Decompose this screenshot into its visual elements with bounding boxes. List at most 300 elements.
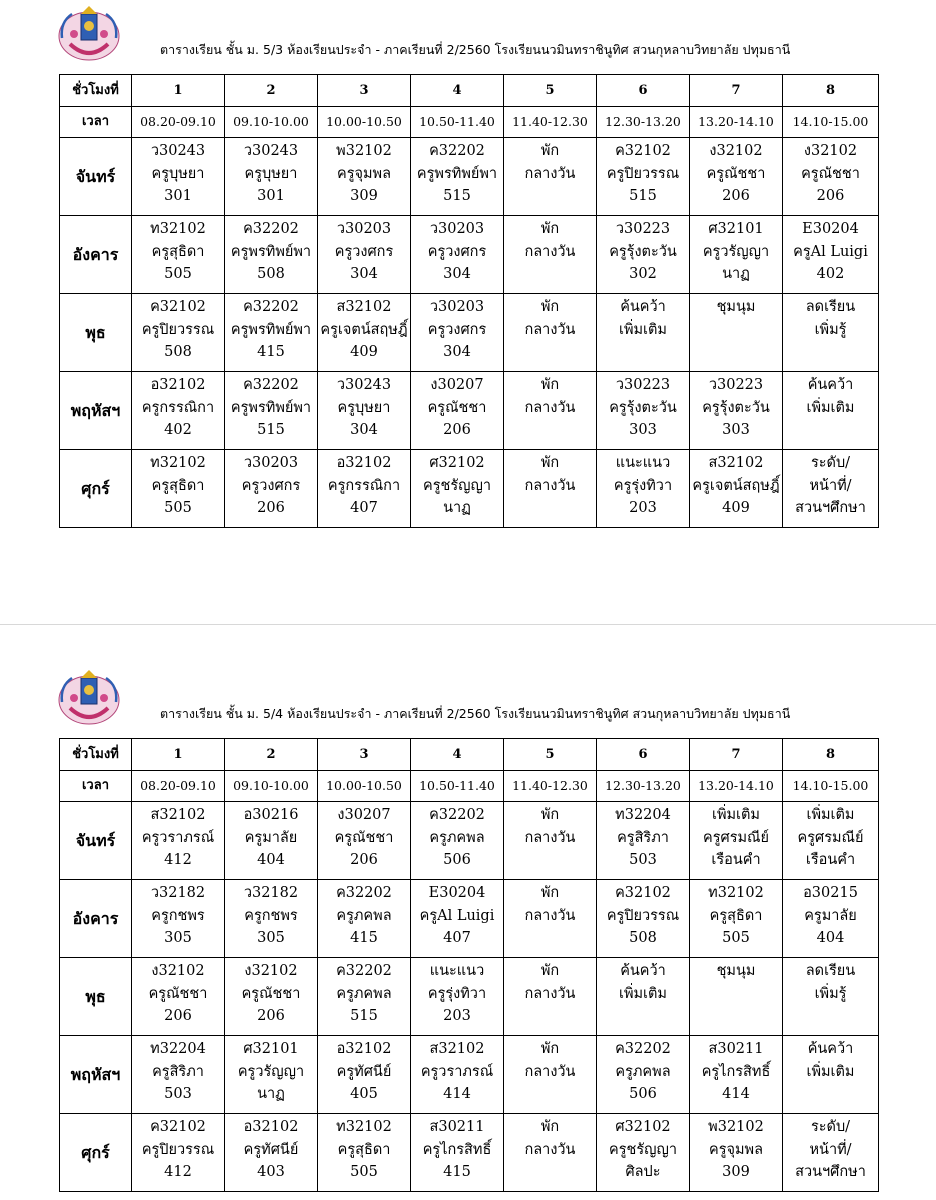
- cell-line: 508: [629, 930, 657, 946]
- cell-line: 505: [164, 266, 192, 282]
- time-label: เวลา: [60, 107, 132, 138]
- time-slot: 12.30-13.20: [597, 771, 690, 802]
- cell-line: กลางวัน: [524, 907, 576, 924]
- cell-line: ครูภคพล: [336, 907, 392, 924]
- cell-line: ค้นคว้า: [807, 377, 854, 393]
- cell-line: ครูสุธิดา: [151, 477, 205, 494]
- cell-line: ท32102: [708, 885, 764, 901]
- class-cell: [504, 958, 597, 1036]
- class-cell: [411, 880, 504, 958]
- cell-line: 508: [257, 266, 285, 282]
- cell-line: ส30211: [429, 1119, 485, 1135]
- cell-line: ว30223: [615, 377, 671, 393]
- cell-line: ศ32101: [243, 1041, 299, 1057]
- class-cell: [690, 958, 783, 1036]
- cell-line: ครูบุษยา: [151, 165, 205, 182]
- cell-line: 515: [629, 188, 657, 204]
- cell-line: ค32202: [243, 221, 299, 237]
- class-cell: [318, 216, 411, 294]
- cell-line: 415: [443, 1164, 471, 1180]
- class-cell: [225, 1114, 318, 1192]
- time-slot: 10.00-10.50: [318, 107, 411, 138]
- class-cell: [132, 1036, 225, 1114]
- cell-line: ครูวงศกร: [241, 477, 301, 494]
- cell-line: 303: [722, 422, 750, 438]
- cell-line: ชุมนุม: [716, 963, 756, 979]
- cell-line: ว32182: [243, 885, 299, 901]
- day-row: [60, 1036, 879, 1114]
- class-cell: [504, 450, 597, 528]
- cell-line: ครูกรรณิกา: [327, 477, 401, 494]
- cell-line: 304: [443, 266, 471, 282]
- time-slot: 08.20-09.10: [132, 107, 225, 138]
- day-name: ศุกร์: [60, 1114, 132, 1192]
- class-cell: [597, 1114, 690, 1192]
- cell-line: ท32102: [150, 455, 206, 471]
- class-cell: [597, 372, 690, 450]
- cell-line: กลางวัน: [524, 165, 576, 182]
- class-cell: [690, 1036, 783, 1114]
- period-number: 1: [132, 75, 225, 107]
- cell-line: 409: [350, 344, 378, 360]
- cell-line: นาฏ: [722, 266, 750, 282]
- cell-line: กลางวัน: [524, 829, 576, 846]
- time-slot: 09.10-10.00: [225, 771, 318, 802]
- cell-line: ชุมนุม: [716, 299, 756, 315]
- cell-line: ค32202: [615, 1041, 671, 1057]
- class-cell: [597, 880, 690, 958]
- period-label: ชั่วโมงที่: [60, 739, 132, 771]
- period-number: 4: [411, 739, 504, 771]
- cell-line: เพิ่มรู้: [814, 321, 847, 338]
- cell-line: ท32204: [150, 1041, 206, 1057]
- class-cell: [690, 880, 783, 958]
- cell-line: ค32102: [615, 885, 671, 901]
- class-cell: [597, 802, 690, 880]
- cell-line: พ32102: [336, 143, 392, 159]
- cell-line: พัก: [540, 963, 560, 979]
- cell-line: เพิ่มเติม: [806, 1063, 855, 1080]
- cell-line: ครูณัชชา: [706, 165, 766, 182]
- day-row: [60, 372, 879, 450]
- cell-line: ครูAl Luigi: [419, 907, 495, 924]
- cell-line: ครูวราภรณ์: [141, 829, 215, 846]
- cell-line: 503: [164, 1086, 192, 1102]
- cell-line: 309: [722, 1164, 750, 1180]
- cell-line: ค32202: [429, 807, 485, 823]
- class-cell: [597, 216, 690, 294]
- cell-line: 305: [257, 930, 285, 946]
- period-number: 6: [597, 739, 690, 771]
- school-logo: [56, 4, 122, 64]
- cell-line: พัก: [540, 807, 560, 823]
- cell-line: ครูปิยวรรณ: [606, 907, 680, 924]
- cell-line: ครูภคพล: [615, 1063, 671, 1080]
- period-row: [60, 739, 879, 771]
- cell-line: ครูบุษยา: [337, 399, 391, 416]
- cell-line: 301: [257, 188, 285, 204]
- period-number: 5: [504, 75, 597, 107]
- cell-line: 415: [257, 344, 285, 360]
- class-cell: [597, 1036, 690, 1114]
- cell-line: อ32102: [150, 377, 206, 393]
- time-slot: 12.30-13.20: [597, 107, 690, 138]
- cell-line: นาฏ: [443, 500, 471, 516]
- cell-line: 414: [443, 1086, 471, 1102]
- cell-line: นาฏ: [257, 1086, 285, 1102]
- class-cell: [597, 138, 690, 216]
- cell-line: ครูรุ่งทิวา: [613, 477, 673, 494]
- cell-line: ครูสุธิดา: [151, 243, 205, 260]
- cell-line: ค32202: [336, 885, 392, 901]
- cell-line: ว30243: [336, 377, 392, 393]
- day-row: [60, 958, 879, 1036]
- class-cell: [411, 802, 504, 880]
- class-cell: [225, 450, 318, 528]
- cell-line: แนะแนว: [615, 455, 671, 471]
- day-name: อังคาร: [60, 216, 132, 294]
- cell-line: 409: [722, 500, 750, 516]
- class-cell: [318, 880, 411, 958]
- cell-line: 506: [629, 1086, 657, 1102]
- cell-line: 412: [164, 852, 192, 868]
- cell-line: ว32182: [150, 885, 206, 901]
- cell-line: 206: [164, 1008, 192, 1024]
- class-cell: [411, 294, 504, 372]
- cell-line: ครูณัชชา: [148, 985, 208, 1002]
- cell-line: ว30243: [243, 143, 299, 159]
- class-cell: [690, 216, 783, 294]
- cell-line: 404: [257, 852, 285, 868]
- period-number: 6: [597, 75, 690, 107]
- time-slot: 11.40-12.30: [504, 107, 597, 138]
- period-number: 7: [690, 75, 783, 107]
- cell-line: 403: [257, 1164, 285, 1180]
- class-cell: [504, 216, 597, 294]
- class-cell: [597, 450, 690, 528]
- cell-line: 515: [443, 188, 471, 204]
- time-slot: 14.10-15.00: [783, 107, 879, 138]
- cell-line: ครูสุธิดา: [337, 1141, 391, 1158]
- cell-line: ครูชรัญญา: [423, 477, 491, 494]
- cell-line: ครูรุ้งตะวัน: [702, 399, 770, 416]
- cell-line: สวนฯศึกษา: [795, 500, 866, 516]
- class-cell: [318, 450, 411, 528]
- cell-line: ครูศรมณีย์: [703, 829, 769, 846]
- cell-line: ครูรุ่งทิวา: [427, 985, 487, 1002]
- cell-line: 203: [629, 500, 657, 516]
- cell-line: อ32102: [243, 1119, 299, 1135]
- class-cell: [690, 294, 783, 372]
- cell-line: ครูสุธิดา: [709, 907, 763, 924]
- period-number: 7: [690, 739, 783, 771]
- cell-line: ระดับ/: [810, 455, 851, 471]
- class-cell: [783, 216, 879, 294]
- cell-line: 302: [629, 266, 657, 282]
- period-number: 3: [318, 75, 411, 107]
- cell-line: ศิลปะ: [625, 1164, 661, 1180]
- cell-line: ครูAl Luigi: [793, 243, 868, 260]
- cell-line: 206: [443, 422, 471, 438]
- period-number: 3: [318, 739, 411, 771]
- cell-line: ครูพรทิพย์พา: [230, 243, 312, 260]
- class-cell: [132, 216, 225, 294]
- class-cell: [783, 138, 879, 216]
- day-row: [60, 450, 879, 528]
- cell-line: เพิ่มเติม: [618, 321, 667, 338]
- cell-line: เพิ่มรู้: [814, 985, 847, 1002]
- day-row: [60, 802, 879, 880]
- period-number: 2: [225, 739, 318, 771]
- cell-line: ครูกรรณิกา: [141, 399, 215, 416]
- cell-line: 404: [816, 930, 845, 946]
- class-cell: [318, 372, 411, 450]
- cell-line: ลดเรียน: [805, 299, 856, 315]
- cell-line: ครูเจตน์สฤษฎิ์: [692, 477, 780, 494]
- cell-line: ระดับ/: [810, 1119, 851, 1135]
- class-cell: [504, 372, 597, 450]
- cell-line: 206: [257, 1008, 285, 1024]
- cell-line: เพิ่มเติม: [806, 807, 855, 823]
- class-cell: [690, 138, 783, 216]
- class-cell: [132, 450, 225, 528]
- cell-line: ค32202: [243, 377, 299, 393]
- class-cell: [504, 294, 597, 372]
- class-cell: [783, 802, 879, 880]
- class-cell: [318, 138, 411, 216]
- cell-line: สวนฯศึกษา: [795, 1164, 866, 1180]
- cell-line: 407: [350, 500, 378, 516]
- cell-line: 515: [257, 422, 285, 438]
- cell-line: ครูรุ้งตะวัน: [609, 243, 677, 260]
- day-name: พุธ: [60, 958, 132, 1036]
- cell-line: 407: [443, 930, 471, 946]
- cell-line: ครูจุมพล: [337, 165, 391, 182]
- time-slot: 10.00-10.50: [318, 771, 411, 802]
- cell-line: อ30216: [243, 807, 299, 823]
- timetable: [59, 738, 879, 1192]
- cell-line: ครูพรทิพย์พา: [230, 321, 312, 338]
- class-cell: [690, 372, 783, 450]
- cell-line: ง32102: [709, 143, 763, 159]
- class-cell: [597, 958, 690, 1036]
- day-row: [60, 1114, 879, 1192]
- class-cell: [225, 802, 318, 880]
- time-label: เวลา: [60, 771, 132, 802]
- class-cell: [783, 294, 879, 372]
- day-name: พุธ: [60, 294, 132, 372]
- cell-line: พัก: [540, 299, 560, 315]
- cell-line: กลางวัน: [524, 1141, 576, 1158]
- cell-line: ว30203: [336, 221, 392, 237]
- day-name: จันทร์: [60, 802, 132, 880]
- cell-line: ครูภคพล: [429, 829, 485, 846]
- cell-line: ศ32102: [615, 1119, 671, 1135]
- cell-line: ค32202: [429, 143, 485, 159]
- cell-line: ศ32101: [708, 221, 764, 237]
- class-cell: [411, 216, 504, 294]
- cell-line: อ32102: [336, 1041, 392, 1057]
- class-cell: [783, 372, 879, 450]
- cell-line: กลางวัน: [524, 399, 576, 416]
- class-cell: [225, 1036, 318, 1114]
- period-number: 2: [225, 75, 318, 107]
- period-number: 8: [783, 739, 879, 771]
- time-slot: 10.50-11.40: [411, 107, 504, 138]
- cell-line: ค้นคว้า: [620, 299, 666, 315]
- school-logo: [56, 668, 122, 728]
- cell-line: ครูณัชชา: [334, 829, 394, 846]
- cell-line: ครูศรมณีย์: [797, 829, 864, 846]
- cell-line: ง30207: [337, 807, 391, 823]
- cell-line: ว30223: [615, 221, 671, 237]
- cell-line: ว30243: [150, 143, 206, 159]
- cell-line: ครูทัศนีย์: [243, 1141, 299, 1158]
- cell-line: 414: [722, 1086, 750, 1102]
- cell-line: พัก: [540, 143, 560, 159]
- cell-line: เรือนคำ: [805, 852, 856, 868]
- cell-line: ครูรุ้งตะวัน: [609, 399, 677, 416]
- cell-line: ครูณัชชา: [241, 985, 301, 1002]
- class-cell: [225, 958, 318, 1036]
- cell-line: ค32102: [150, 1119, 206, 1135]
- cell-line: ลดเรียน: [805, 963, 856, 979]
- time-slot: 13.20-14.10: [690, 107, 783, 138]
- cell-line: ครูณัชชา: [427, 399, 487, 416]
- cell-line: 506: [443, 852, 471, 868]
- cell-line: E30204: [802, 221, 859, 237]
- cell-line: ง30207: [430, 377, 484, 393]
- day-name: พฤหัสฯ: [60, 1036, 132, 1114]
- class-cell: [597, 294, 690, 372]
- class-cell: [318, 802, 411, 880]
- cell-line: พัก: [540, 1041, 560, 1057]
- period-number: 5: [504, 739, 597, 771]
- class-cell: [504, 880, 597, 958]
- cell-line: ว30223: [708, 377, 764, 393]
- cell-line: เพิ่มเติม: [711, 807, 760, 823]
- cell-line: 206: [350, 852, 378, 868]
- class-cell: [132, 802, 225, 880]
- cell-line: ครูไกรสิทธิ์: [422, 1141, 492, 1158]
- cell-line: 503: [629, 852, 657, 868]
- day-row: [60, 294, 879, 372]
- cell-line: ครูบุษยา: [244, 165, 298, 182]
- schedule-title: ตารางเรียน ชั้น ม. 5/4 ห้องเรียนประจำ - ภาคเรียนที่ 2/2560 โรงเรียนนวมินทราชินูทิศ สวนกุหลาบวิทยาลัย ปทุมธานี: [160, 706, 791, 721]
- period-row: [60, 75, 879, 107]
- cell-line: 303: [629, 422, 657, 438]
- cell-line: พัก: [540, 221, 560, 237]
- time-slot: 08.20-09.10: [132, 771, 225, 802]
- period-number: 1: [132, 739, 225, 771]
- cell-line: พัก: [540, 377, 560, 393]
- class-cell: [783, 1036, 879, 1114]
- time-slot: 10.50-11.40: [411, 771, 504, 802]
- class-cell: [318, 294, 411, 372]
- cell-line: 505: [164, 500, 192, 516]
- schedule-title: ตารางเรียน ชั้น ม. 5/3 ห้องเรียนประจำ - ภาคเรียนที่ 2/2560 โรงเรียนนวมินทราชินูทิศ สวนกุหลาบวิทยาลัย ปทุมธานี: [160, 42, 791, 57]
- cell-line: เพิ่มเติม: [618, 985, 667, 1002]
- class-cell: [132, 372, 225, 450]
- period-number: 4: [411, 75, 504, 107]
- cell-line: 309: [350, 188, 378, 204]
- cell-line: ค32102: [150, 299, 206, 315]
- cell-line: ครูกชพร: [244, 907, 298, 924]
- cell-line: ท32204: [615, 807, 671, 823]
- cell-line: 305: [164, 930, 192, 946]
- cell-line: หน้าที่/: [809, 477, 852, 494]
- class-cell: [411, 450, 504, 528]
- cell-line: 206: [257, 500, 285, 516]
- cell-line: เรือนคำ: [711, 852, 761, 868]
- cell-line: ครูณัชชา: [801, 165, 860, 182]
- cell-line: ครูภคพล: [336, 985, 392, 1002]
- cell-line: ส32102: [429, 1041, 485, 1057]
- cell-line: 505: [722, 930, 750, 946]
- cell-line: ว30203: [243, 455, 299, 471]
- cell-line: 206: [722, 188, 750, 204]
- cell-line: ครูปิยวรรณ: [141, 321, 215, 338]
- cell-line: 301: [164, 188, 192, 204]
- class-cell: [411, 138, 504, 216]
- time-slot: 11.40-12.30: [504, 771, 597, 802]
- cell-line: ครูวรัญญา: [702, 243, 770, 260]
- period-number: 8: [783, 75, 879, 107]
- time-slot: 14.10-15.00: [783, 771, 879, 802]
- cell-line: ครูวรัญญา: [237, 1063, 305, 1080]
- class-cell: [132, 880, 225, 958]
- cell-line: เพิ่มเติม: [806, 399, 855, 416]
- time-row: [60, 107, 879, 138]
- class-cell: [132, 1114, 225, 1192]
- day-row: [60, 880, 879, 958]
- cell-line: ครูทัศนีย์: [336, 1063, 392, 1080]
- class-cell: [504, 802, 597, 880]
- cell-line: ค32202: [243, 299, 299, 315]
- class-cell: [690, 450, 783, 528]
- cell-line: กลางวัน: [524, 321, 576, 338]
- cell-line: ครูวงศกร: [334, 243, 394, 260]
- cell-line: 515: [350, 1008, 378, 1024]
- page-divider: [0, 624, 936, 625]
- cell-line: 508: [164, 344, 192, 360]
- class-cell: [225, 880, 318, 958]
- cell-line: 402: [816, 266, 845, 282]
- cell-line: ว30203: [429, 221, 485, 237]
- class-cell: [690, 802, 783, 880]
- class-cell: [225, 138, 318, 216]
- cell-line: กลางวัน: [524, 477, 576, 494]
- cell-line: ง32102: [803, 143, 858, 159]
- cell-line: พัก: [540, 1119, 560, 1135]
- cell-line: 206: [816, 188, 845, 204]
- cell-line: อ30215: [803, 885, 858, 901]
- cell-line: ครูวงศกร: [427, 321, 487, 338]
- cell-line: หน้าที่/: [809, 1141, 852, 1158]
- period-label: ชั่วโมงที่: [60, 75, 132, 107]
- class-cell: [318, 958, 411, 1036]
- cell-line: กลางวัน: [524, 1063, 576, 1080]
- class-cell: [783, 1114, 879, 1192]
- class-cell: [318, 1114, 411, 1192]
- cell-line: พ32102: [708, 1119, 764, 1135]
- cell-line: E30204: [428, 885, 486, 901]
- cell-line: ครูพรทิพย์พา: [230, 399, 312, 416]
- cell-line: 304: [350, 266, 378, 282]
- class-cell: [783, 450, 879, 528]
- cell-line: ครูไกรสิทธิ์: [701, 1063, 771, 1080]
- cell-line: 304: [443, 344, 471, 360]
